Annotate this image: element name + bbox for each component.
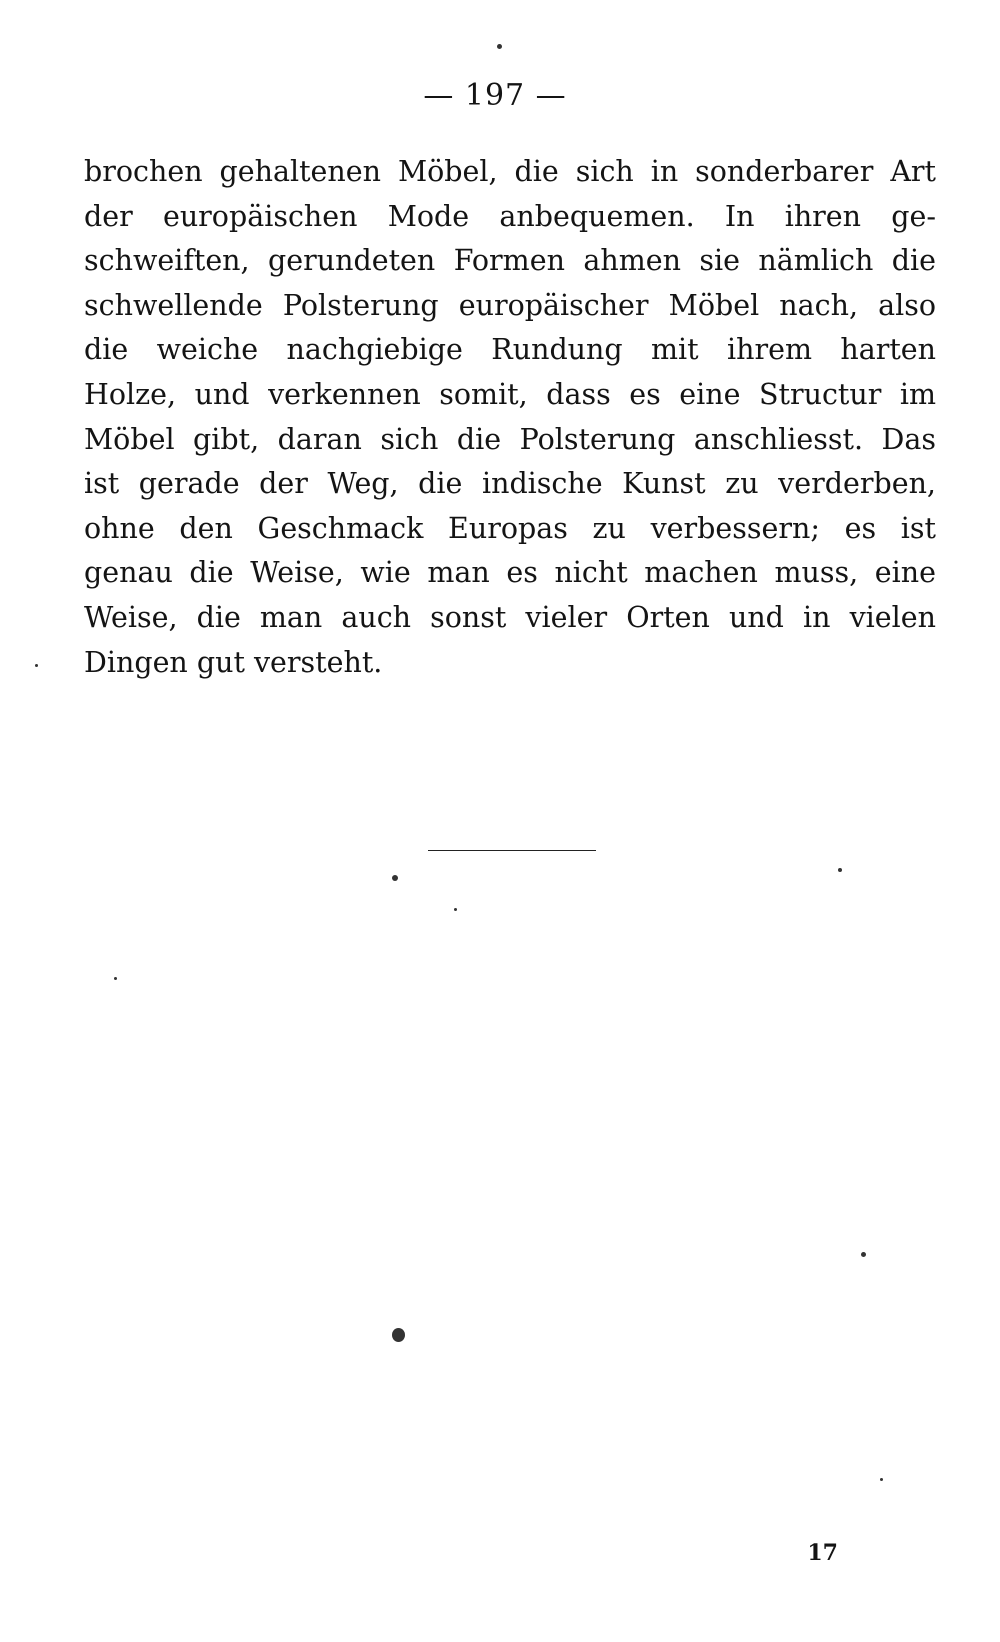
text-line: Holze, und verkennen somit, dass es eine Structur im [84,377,936,411]
text-line: die weiche nachgiebige Rundung mit ihrem harten [84,333,936,367]
scan-speck [454,908,457,911]
printer-signature-mark: 17 [807,1540,838,1566]
text-line: der europäischen Mode anbequemen. In ihren ge- [84,199,936,233]
text-line: Möbel gibt, daran sich die Polsterung anschliesst. Das [84,422,936,456]
text-line: schwellende Polsterung europäischer Möbel nach, also [84,288,936,322]
text-line: ohne den Geschmack Europas zu verbessern; es ist [84,511,936,545]
scan-speck [392,875,398,881]
scan-speck [392,1328,405,1342]
text-line: Weise, die man auch sonst vieler Orten und in vielen [84,600,936,634]
scan-speck [497,44,502,49]
scan-speck [35,664,38,667]
page-number: — 197 — [423,78,567,113]
text-line-last: Dingen gut versteht. [84,645,383,679]
section-divider-rule [428,850,596,851]
text-line: brochen gehaltenen Möbel, die sich in sonderbarer Art [84,155,936,188]
text-line: schweiften, gerundeten Formen ahmen sie nämlich die [84,244,936,278]
text-line: genau die Weise, wie man es nicht machen muss, eine [84,556,936,590]
scan-speck [880,1478,883,1481]
scan-speck [838,868,842,872]
text-line: ist gerade der Weg, die indische Kunst zu verderben, [84,467,936,501]
scan-speck [861,1252,866,1257]
body-paragraph [84,150,936,685]
scan-speck [114,977,117,980]
